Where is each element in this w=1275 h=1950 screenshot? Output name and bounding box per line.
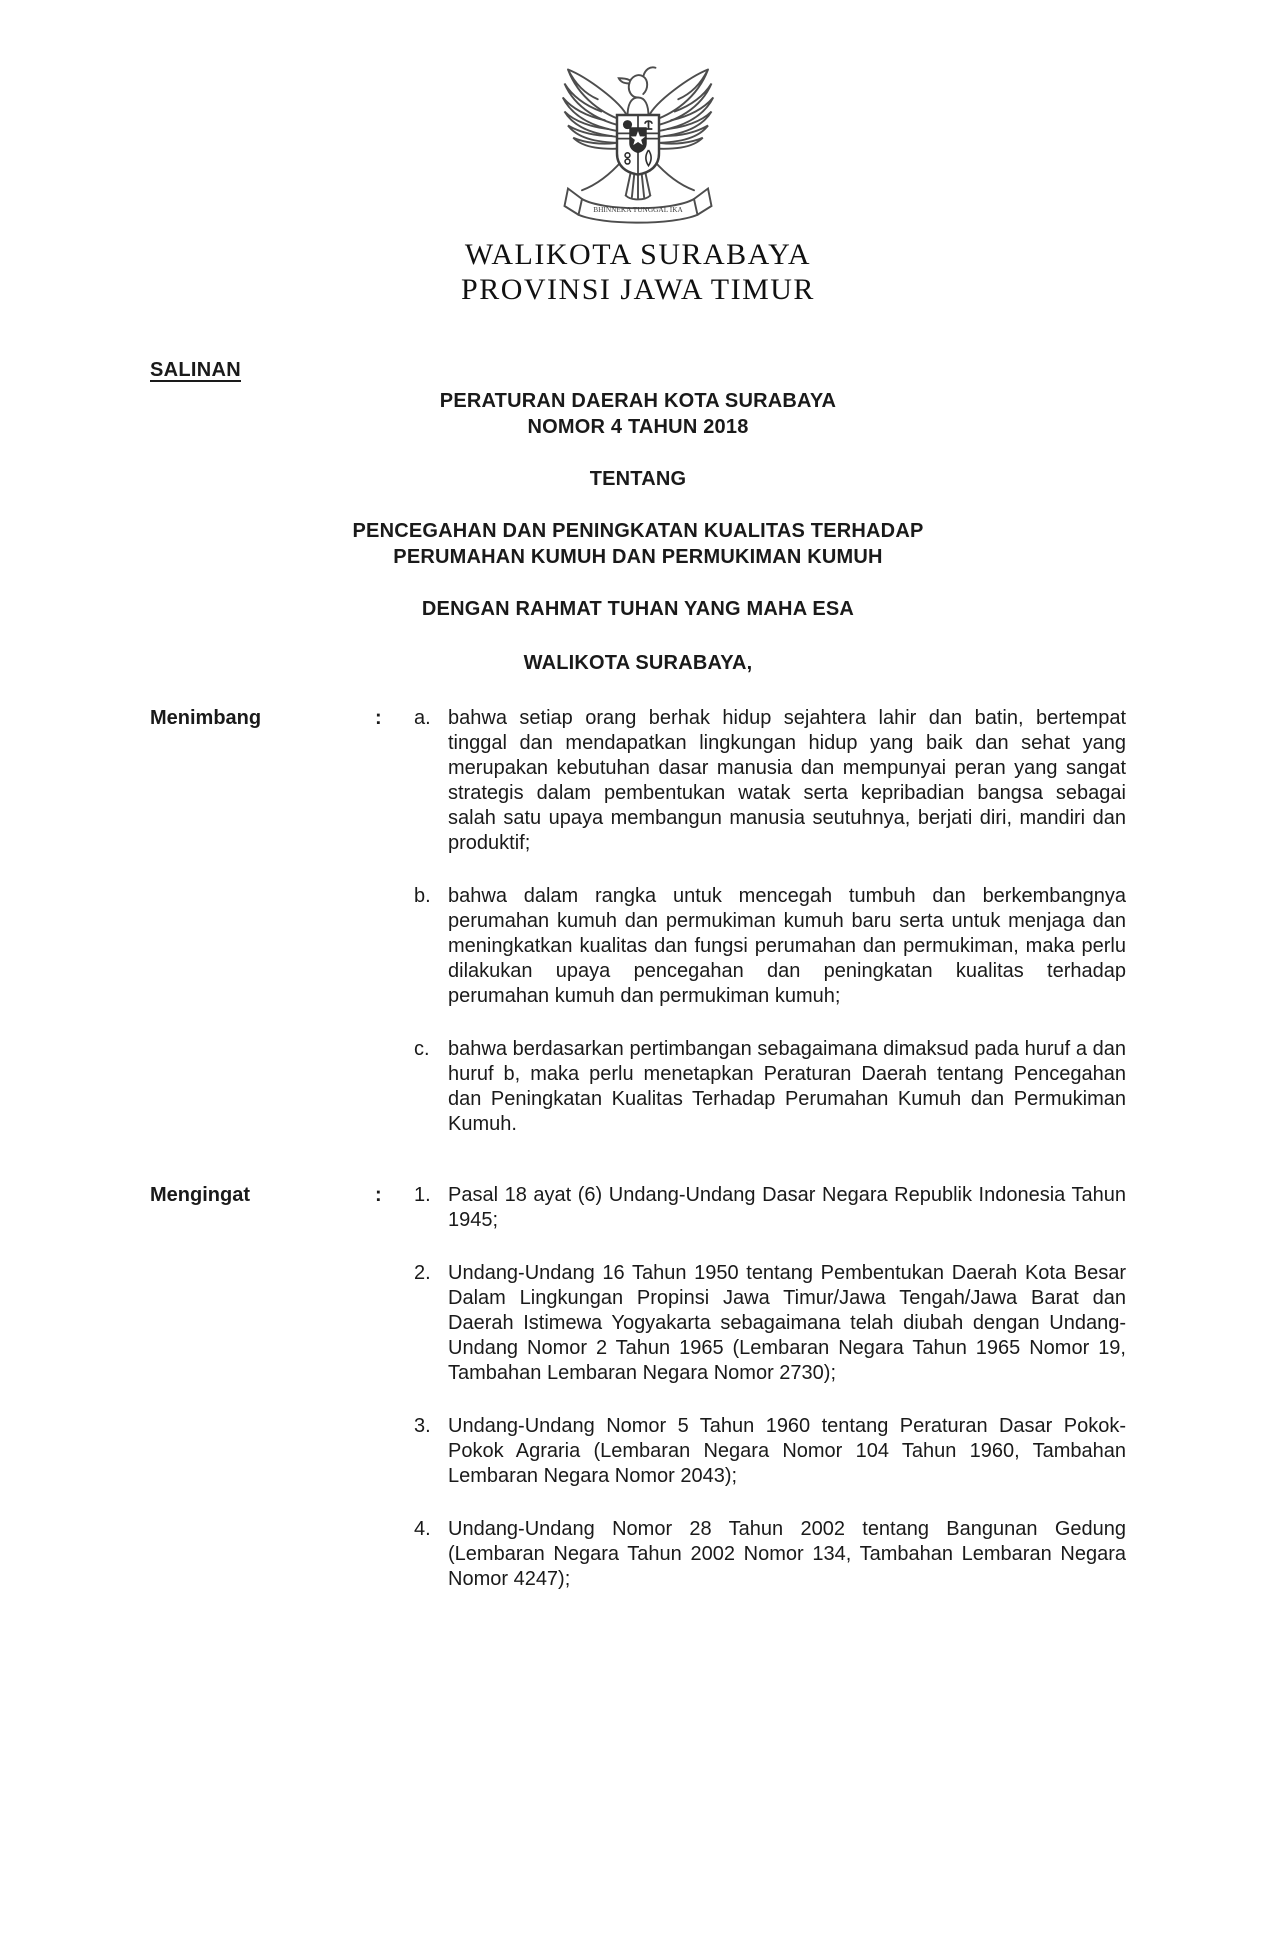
regulation-subject-line2: PERUMAHAN KUMUH DAN PERMUKIMAN KUMUH bbox=[393, 546, 883, 568]
emblem-motto-text: BHINNEKA TUNGGAL IKA bbox=[593, 205, 683, 215]
government-name-line2: PROVINSI JAWA TIMUR bbox=[461, 273, 815, 306]
regulation-title-line2: NOMOR 4 TAHUN 2018 bbox=[527, 416, 749, 438]
list-marker: a. bbox=[414, 707, 431, 729]
government-name bbox=[150, 237, 1126, 307]
mengingat-item-2 bbox=[414, 1261, 1126, 1386]
regulation-subject-line1: PENCEGAHAN DAN PENINGKATAN KUALITAS TERHADAP bbox=[352, 520, 924, 542]
menimbang-section bbox=[150, 706, 1126, 1137]
list-marker: b. bbox=[414, 885, 431, 907]
government-name-line1: WALIKOTA SURABAYA bbox=[464, 238, 812, 271]
mengingat-colon: : bbox=[375, 1184, 382, 1206]
menimbang-colon: : bbox=[375, 707, 382, 729]
garuda-pancasila-emblem bbox=[550, 45, 726, 227]
list-marker: 1. bbox=[414, 1184, 431, 1206]
list-marker: 3. bbox=[414, 1415, 431, 1437]
menimbang-label: Menimbang bbox=[150, 707, 262, 729]
regulation-title-line1: PERATURAN DAERAH KOTA SURABAYA bbox=[439, 390, 837, 412]
list-item-text: Undang-Undang 16 Tahun 1950 tentang Pembentukan Daerah Kota Besar Dalam Lingkungan Propinsi Jawa Timur/Jawa Tengah/Jawa Barat dan Daerah Istimewa Yogyakarta sebagaimana telah diubah dengan Undang-Undang Nomor 2 Tahun 1965 (Lembaran Negara Tahun 1965 Nomor 19, Tambahan Lembaran Negara Nomor 2730); bbox=[448, 1262, 1126, 1384]
list-marker: c. bbox=[414, 1038, 430, 1060]
menimbang-item-a bbox=[414, 706, 1126, 856]
list-item-text: bahwa dalam rangka untuk mencegah tumbuh dan berkembangnya perumahan kumuh dan permukiman kumuh baru serta untuk menjaga dan meningkatkan kualitas dan fungsi perumahan dan permukiman, maka perlu dilakukan upaya pencegahan dan peningkatan kualitas terhadap perumahan kumuh dan permukiman kumuh; bbox=[448, 885, 1126, 1007]
salinan-label: SALINAN bbox=[150, 359, 241, 381]
list-item-text: Pasal 18 ayat (6) Undang-Undang Dasar Negara Republik Indonesia Tahun 1945; bbox=[448, 1184, 1126, 1231]
issuer-line: WALIKOTA SURABAYA, bbox=[523, 652, 753, 674]
menimbang-item-b bbox=[414, 884, 1126, 1009]
list-item-text: bahwa setiap orang berhak hidup sejahtera lahir dan batin, bertempat tinggal dan mendapatkan lingkungan hidup yang baik dan sehat yang merupakan kebutuhan dasar manusia dan mempunyai peran yang sangat strategis dalam pembentukan watak serta kepribadian bangsa sebagai salah satu upaya membangun manusia seutuhnya, berjati diri, mandiri dan produktif; bbox=[448, 707, 1126, 854]
mengingat-items bbox=[414, 1183, 1126, 1592]
list-item-text: Undang-Undang Nomor 5 Tahun 1960 tentang Peraturan Dasar Pokok-Pokok Agraria (Lembaran Negara Nomor 104 Tahun 1960, Tambahan Lembaran Negara Nomor 2043); bbox=[448, 1415, 1126, 1487]
mengingat-item-1 bbox=[414, 1183, 1126, 1233]
mengingat-item-3 bbox=[414, 1414, 1126, 1489]
list-marker: 2. bbox=[414, 1262, 431, 1284]
list-item-text: bahwa berdasarkan pertimbangan sebagaimana dimaksud pada huruf a dan huruf b, maka perlu menetapkan Peraturan Daerah tentang Pencegahan dan Peningkatan Kualitas Terhadap Perumahan Kumuh dan Permukiman Kumuh. bbox=[448, 1038, 1126, 1135]
menimbang-item-c bbox=[414, 1037, 1126, 1137]
garuda-emblem-graphic bbox=[550, 45, 726, 227]
list-marker: 4. bbox=[414, 1518, 431, 1540]
mengingat-item-4 bbox=[414, 1517, 1126, 1592]
tentang-label: TENTANG bbox=[589, 468, 687, 490]
menimbang-items bbox=[414, 706, 1126, 1137]
mengingat-section bbox=[150, 1183, 1126, 1592]
invocation-line: DENGAN RAHMAT TUHAN YANG MAHA ESA bbox=[421, 598, 855, 620]
list-item-text: Undang-Undang Nomor 28 Tahun 2002 tentang Bangunan Gedung (Lembaran Negara Tahun 2002 Nomor 134, Tambahan Lembaran Negara Nomor 4247); bbox=[448, 1518, 1126, 1590]
mengingat-label: Mengingat bbox=[150, 1184, 250, 1206]
